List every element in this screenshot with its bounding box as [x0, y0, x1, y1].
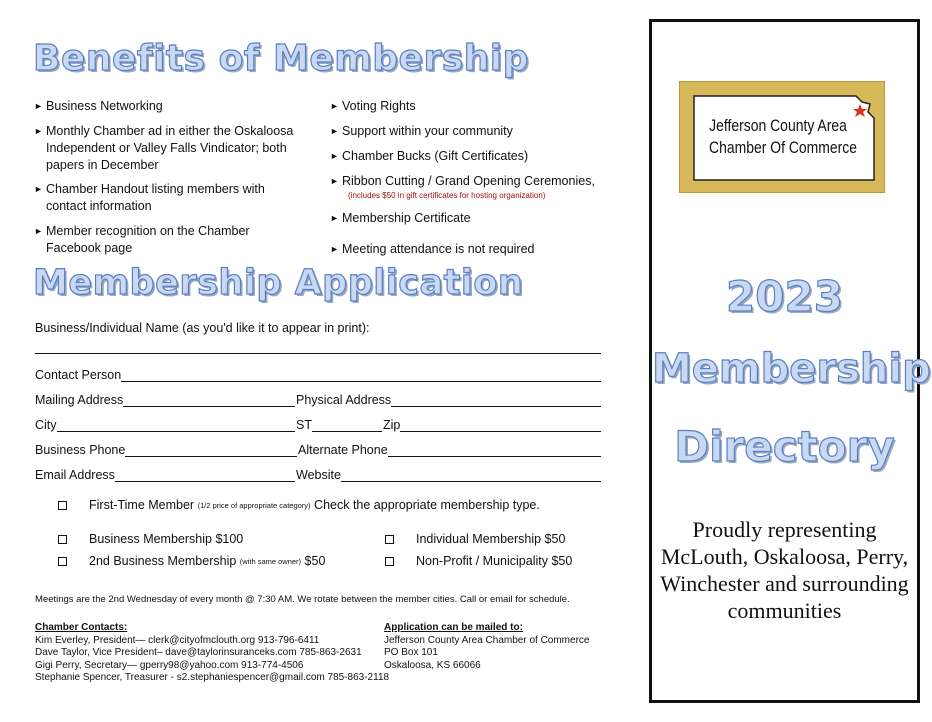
benefit-item: ► Chamber Handout listing members with contact information [34, 182, 265, 213]
benefit-item: ► Chamber Bucks (Gift Certificates) [330, 149, 529, 163]
ribbon-note: (includes $50 in gift certificates for hosting organization) [348, 191, 546, 200]
application-title: Membership Application [33, 263, 524, 303]
benefit-item: ► Monthly Chamber ad in either the Oskaloosa Independent or Valley Falls Vindicator; both papers in December [34, 124, 294, 172]
state-field[interactable]: ST [296, 414, 382, 432]
mailing-line: PO Box 101 [384, 647, 438, 658]
arrow-right-icon: ► [330, 126, 339, 136]
arrow-right-icon: ► [330, 213, 339, 223]
contact-person: Dave Taylor, Vice President– dave@taylorinsuranceks.com 785-863-2631 [35, 647, 362, 658]
cover-tagline: Proudly representing McLouth, Oskaloosa, Perry, Winchester and surrounding communities [660, 517, 909, 623]
benefit-item: ► Business Networking [34, 99, 163, 113]
cover-membership: Membership [652, 346, 931, 392]
website-field[interactable]: Website [296, 464, 601, 482]
contact-person: Kim Everley, President— clerk@cityofmclouth.org 913-796-6411 [35, 634, 320, 646]
business-phone-field[interactable]: Business Phone [35, 439, 297, 457]
checkbox-icon[interactable] [385, 557, 394, 566]
chamber-contacts [35, 622, 389, 685]
benefit-item: ► Ribbon Cutting / Grand Opening Ceremonies, (includes $50 in gift certificates for hosting organization) [330, 173, 610, 201]
physical-address-field[interactable]: Physical Address [296, 389, 601, 407]
cover-year: 2023 [726, 272, 843, 321]
cover-directory: Directory [674, 422, 895, 471]
arrow-right-icon: ► [330, 101, 339, 111]
alternate-phone-field[interactable]: Alternate Phone [298, 439, 601, 457]
name-prompt: Business/Individual Name (as you'd like it to appear in print): [35, 321, 370, 335]
name-input-line[interactable] [35, 353, 601, 354]
chamber-logo [679, 81, 885, 193]
benefit-item: ► Member recognition on the Chamber Facebook page [34, 224, 250, 255]
checkbox-icon[interactable] [385, 535, 394, 544]
individual-membership-checkbox[interactable]: Individual Membership $50 [385, 532, 565, 546]
checkbox-icon[interactable] [58, 535, 67, 544]
benefit-item: ► Voting Rights [330, 99, 416, 113]
first-time-member-checkbox[interactable]: First-Time Member (1/2 price of appropriate category) Check the appropriate membership type. [58, 498, 540, 512]
contacts-heading: Chamber Contacts: [35, 622, 128, 633]
contact-person: Gigi Perry, Secretary— gperry98@yahoo.com 913-774-4506 [35, 659, 304, 671]
arrow-right-icon: ► [330, 176, 339, 186]
meetings-note: Meetings are the 2nd Wednesday of every month @ 7:30 AM. We rotate between the member cities. Call or email for schedule. [35, 594, 570, 605]
mailing-line: Oskaloosa, KS 66066 [384, 659, 481, 671]
logo-line-2: Chamber Of Commerce [709, 138, 857, 157]
checkbox-icon[interactable] [58, 501, 67, 510]
mailing-heading: Application can be mailed to: [384, 622, 523, 633]
contact-person: Stephanie Spencer, Treasurer - s2.stephaniespencer@gmail.com 785-863-2118 [35, 672, 390, 683]
logo-line-1: Jefferson County Area [709, 116, 847, 135]
nonprofit-checkbox[interactable]: Non-Profit / Municipality $50 [385, 554, 572, 568]
arrow-right-icon: ► [34, 101, 43, 111]
email-field[interactable]: Email Address [35, 464, 295, 482]
mailing-line: Jefferson County Area Chamber of Commerce [384, 634, 590, 646]
arrow-right-icon: ► [330, 244, 339, 254]
city-field[interactable]: City [35, 414, 295, 432]
second-business-checkbox[interactable]: 2nd Business Membership (with same owner) $50 [58, 554, 325, 568]
arrow-right-icon: ► [34, 126, 43, 136]
checkbox-icon[interactable] [58, 557, 67, 566]
business-membership-checkbox[interactable]: Business Membership $100 [58, 532, 243, 546]
mailing-info [384, 622, 589, 672]
arrow-right-icon: ► [34, 226, 43, 236]
benefit-item: ► Meeting attendance is not required [330, 242, 535, 256]
contact-person-field[interactable]: Contact Person [35, 364, 601, 382]
zip-field[interactable]: Zip [383, 414, 601, 432]
benefits-title: Benefits of Membership [33, 38, 529, 79]
mailing-address-field[interactable]: Mailing Address [35, 389, 295, 407]
arrow-right-icon: ► [34, 184, 43, 194]
arrow-right-icon: ► [330, 151, 339, 161]
benefit-item: ► Membership Certificate [330, 211, 471, 225]
benefit-item: ► Support within your community [330, 124, 513, 138]
